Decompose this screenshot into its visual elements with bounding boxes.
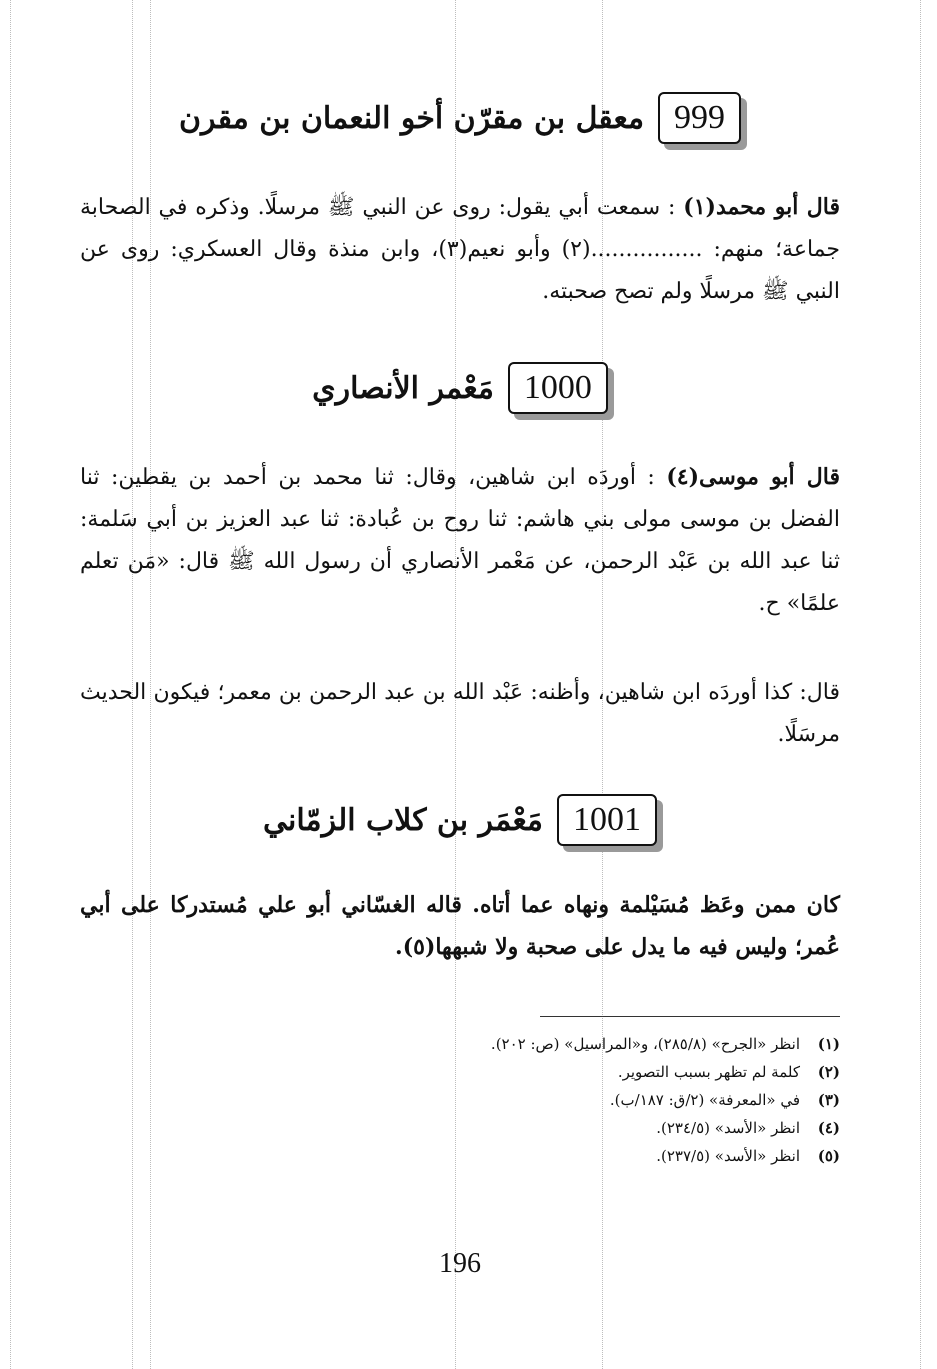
paragraph-text: : سمعت أبي يقول: روى عن النبي ﷺ مرسلًا. وذكره في الصحابة جماعة؛ منهم: ................(٢) وأبو نعيم(٣)، وابن منذة وقال العسكري: روى عن النبي ﷺ مرسلًا ولم تصح صحبته. xyxy=(80,195,841,304)
entry-title: مَعْمَر بن كلاب الزمّاني xyxy=(263,802,543,838)
entry-heading-999 xyxy=(80,92,840,144)
entry-title: معقل بن مقرّن أخو النعمان بن مقرن xyxy=(178,100,645,136)
entry-heading-1000 xyxy=(80,362,840,414)
entry-title: مَعْمر الأنصاري xyxy=(312,370,494,406)
footnote-item: (٢) كلمة لم تظهر بسبب التصوير. xyxy=(617,1063,840,1081)
entry-number-box: 999 xyxy=(658,92,741,144)
entry-paragraph xyxy=(80,884,840,968)
paragraph-lead: قال أبو موسى(٤) xyxy=(666,464,841,490)
paragraph-text: كان ممن وعَظ مُسَيْلمة ونهاه عما أتاه. قاله الغسّاني أبو علي مُستدركا على أبي عُمر؛ وليس فيه ما يدل على صحبة ولا شبهها(٥). xyxy=(80,892,841,960)
footnote-item: (٥) انظر «الأسد» (٢٣٧/٥). xyxy=(656,1147,840,1165)
entry-number-box: 1001 xyxy=(557,794,657,846)
paragraph-text: قال: كذا أوردَه ابن شاهين، وأظنه: عَبْد الله بن عبد الرحمن بن معمر؛ فيكون الحديث مرسَلًا. xyxy=(80,680,840,747)
entry-paragraph xyxy=(80,672,840,756)
entry-heading-1001 xyxy=(80,794,840,846)
footnotes xyxy=(80,1030,840,1170)
footnote-item: (٣) في «المعرفة» (٢/ق: ١٨٧/ب). xyxy=(609,1091,840,1109)
footnote-item: (١) انظر «الجرح» (٢٨٥/٨)، و«المراسيل» (ص: ٢٠٢). xyxy=(490,1035,840,1053)
paragraph-text: : أوردَه ابن شاهين، وقال: ثنا محمد بن أحمد بن يقطين: ثنا الفضل بن موسى مولى بني هاشم: ثنا روح بن عُبادة: ثنا عبد العزيز بن أبي سَلمة: ثنا عبد الله بن عَبْد الرحمن، عن مَعْمر الأنصاري أن رسول الله ﷺ قال: «مَن تعلم علمًا» ح. xyxy=(80,465,840,616)
entry-number-box: 1000 xyxy=(508,362,608,414)
entry-paragraph xyxy=(80,456,840,625)
entry-paragraph xyxy=(80,186,840,313)
page-number: 196 xyxy=(439,1248,481,1279)
paragraph-lead: قال أبو محمد(١) xyxy=(683,194,841,220)
footnote-item: (٤) انظر «الأسد» (٢٣٤/٥). xyxy=(656,1119,840,1137)
document-page xyxy=(80,0,840,1369)
footnote-separator xyxy=(540,1016,840,1017)
